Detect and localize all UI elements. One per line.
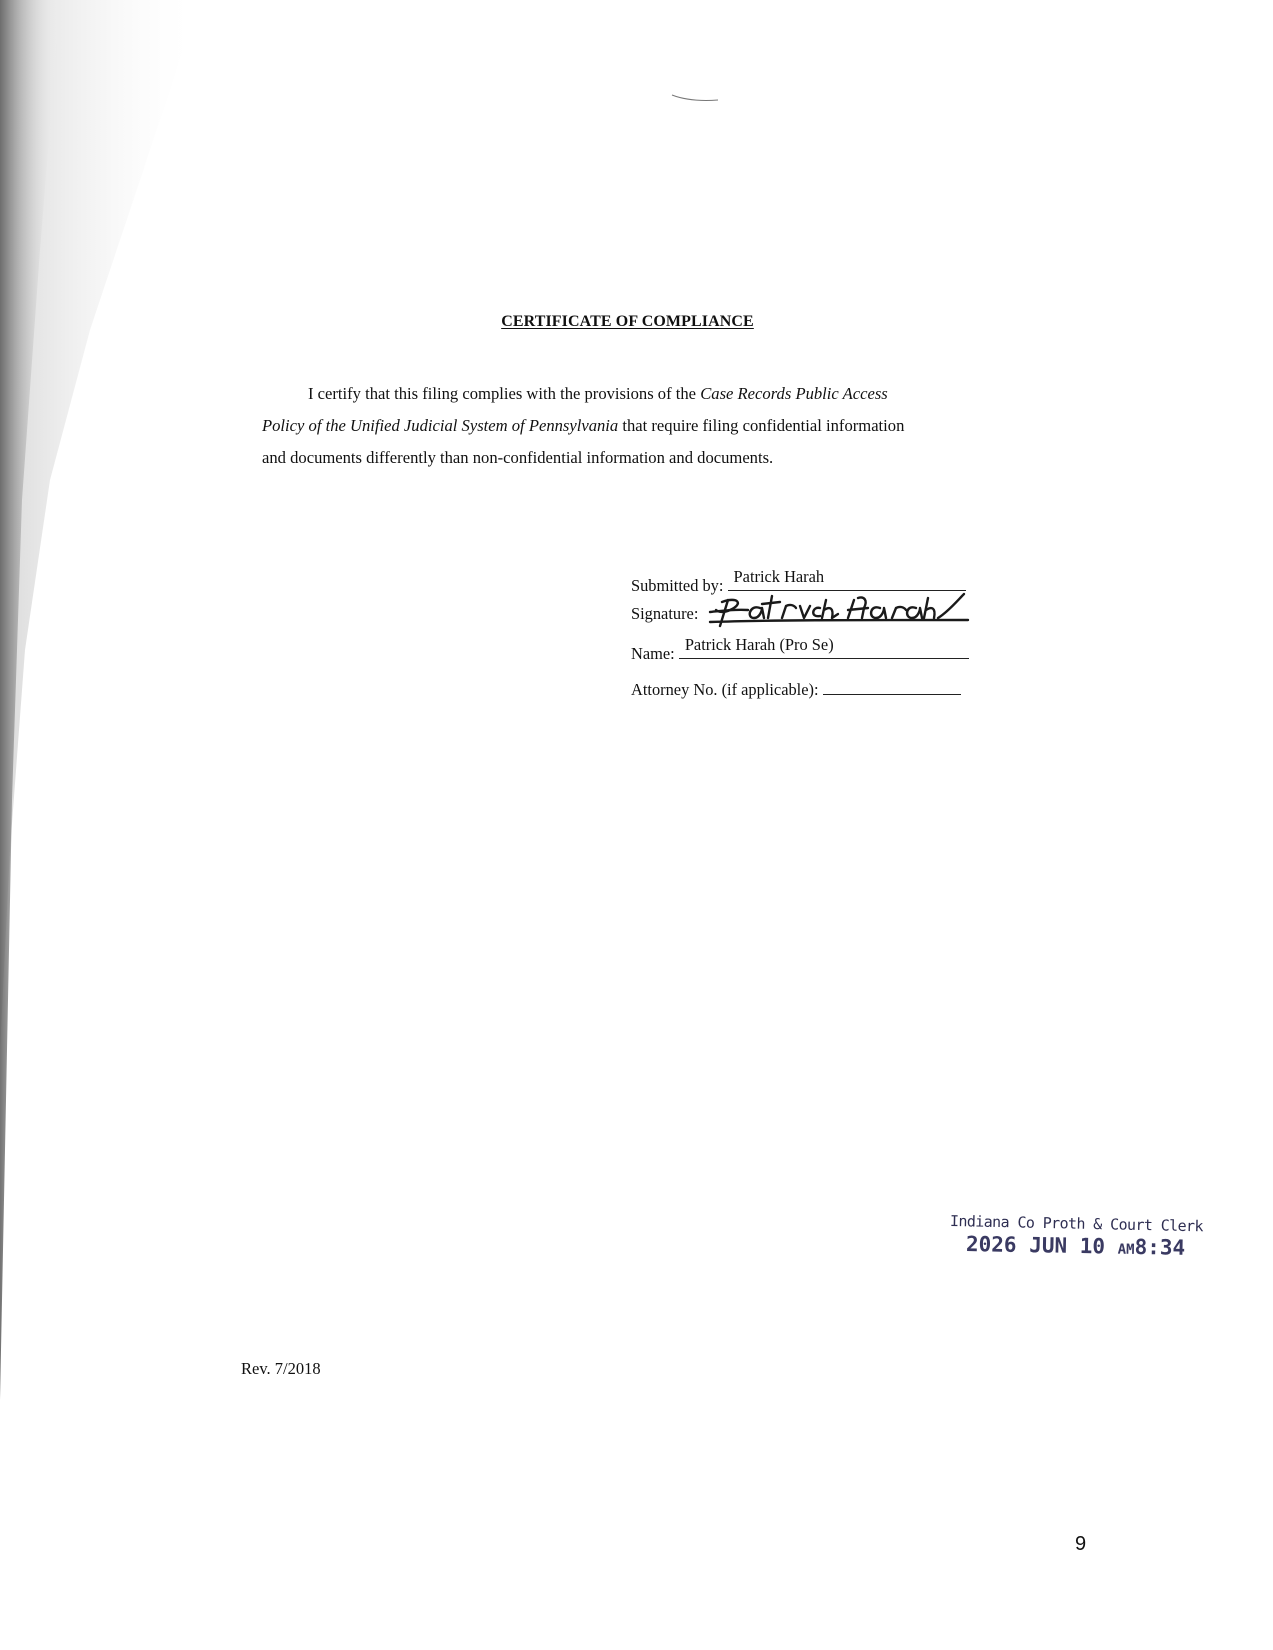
name-label: Name:: [631, 644, 675, 663]
page-number: 9: [1075, 1533, 1087, 1555]
attorney-number-field: [823, 674, 961, 695]
stamp-ampm: AM: [1117, 1241, 1135, 1258]
name-row: [631, 635, 969, 664]
certificate-title: CERTIFICATE OF COMPLIANCE: [501, 313, 754, 330]
submitted-by-field: [728, 567, 966, 591]
submitted-by-label: Submitted by:: [631, 576, 724, 595]
paragraph-line-3: and documents differently than non-confidential information and documents.: [262, 448, 774, 467]
attorney-number-label: Attorney No. (if applicable):: [631, 680, 819, 699]
policy-name-part-1: Case Records Public Access: [700, 384, 888, 403]
policy-name-part-2: Policy of the Unified Judicial System of Pennsylvania: [262, 416, 619, 435]
paragraph-text: that require filing confidential information: [618, 416, 905, 435]
stamp-datetime: [966, 1232, 1203, 1260]
signature-row: [631, 604, 698, 624]
clerk-filing-stamp: [949, 1212, 1204, 1260]
stamp-time: 8:34: [1134, 1234, 1186, 1260]
revision-note: Rev. 7/2018: [241, 1359, 321, 1378]
paragraph-line-2: [262, 410, 1002, 442]
paragraph-line-1: [262, 378, 1002, 410]
stamp-office: Indiana Co Proth & Court Clerk: [949, 1212, 1204, 1236]
handwritten-signature: [708, 590, 983, 630]
certification-paragraph: [262, 378, 1002, 474]
attorney-row: [631, 674, 961, 700]
submitted-by-value: Patrick Harah: [733, 567, 825, 586]
paragraph-text: I certify that this filing complies with the provisions of the: [308, 384, 701, 403]
name-value: Patrick Harah (Pro Se): [684, 635, 834, 654]
signature-label: Signature:: [631, 604, 699, 623]
name-field: [679, 635, 969, 659]
stamp-date: 2026 JUN 10: [965, 1232, 1106, 1259]
